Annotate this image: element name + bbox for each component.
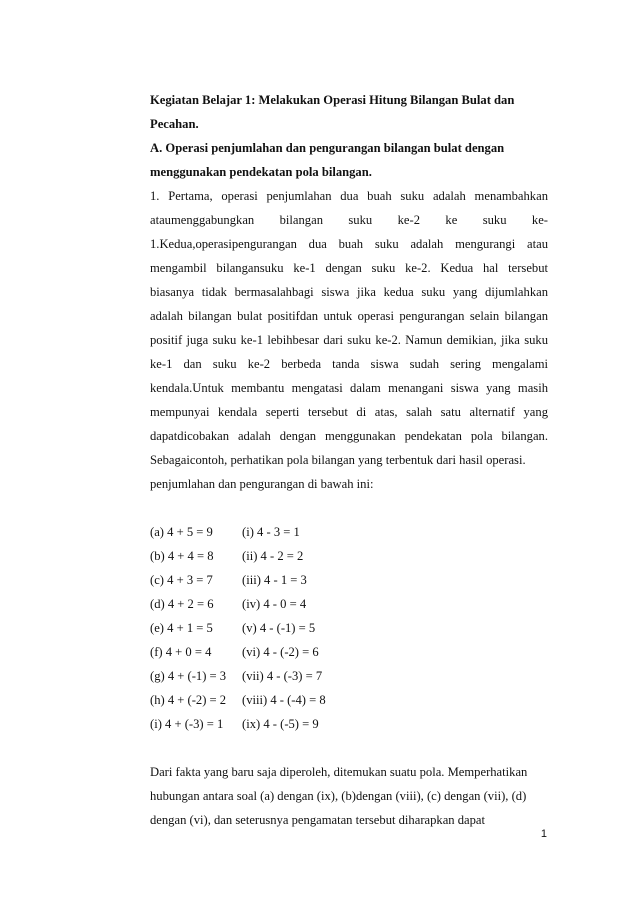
paragraph-line: 1.Kedua,operasipengurangan dua buah suku adalah mengurangi atau (150, 237, 548, 251)
equation-row (150, 592, 548, 616)
paragraph-line: ke-1 dan suku ke-2 berbeda tanda siswa sudah sering mengalami (150, 357, 548, 371)
title-line-1: Kegiatan Belajar 1: Melakukan Operasi Hitung Bilangan Bulat dan (150, 93, 515, 107)
paragraph-line: kendala.Untuk membantu mengatasi dalam menangani siswa yang masih (150, 381, 548, 395)
paragraph-line: mempunyai kendala seperti tersebut di atas, salah satu alternatif yang (150, 405, 548, 419)
paragraph-line: Sebagaicontoh, perhatikan pola bilangan yang terbentuk dari hasil operasi. (150, 453, 526, 467)
equation-row (150, 616, 548, 640)
document-body (150, 88, 548, 832)
paragraph-1 (150, 184, 548, 496)
subtraction-equation: (ix) 4 - (-5) = 9 (242, 717, 319, 731)
subtraction-equation: (vii) 4 - (-3) = 7 (242, 669, 323, 683)
subtraction-equation: (ii) 4 - 2 = 2 (242, 549, 304, 563)
paragraph-line: mengambil bilangansuku ke-1 dengan suku ke-2. Kedua hal tersebut (150, 261, 548, 275)
addition-equation: (d) 4 + 2 = 6 (150, 597, 214, 611)
equation-row (150, 520, 548, 544)
addition-equation: (b) 4 + 4 = 8 (150, 549, 214, 563)
paragraph-2 (150, 760, 548, 832)
equation-row (150, 640, 548, 664)
subtraction-equation: (iii) 4 - 1 = 3 (242, 573, 307, 587)
paragraph-line: penjumlahan dan pengurangan di bawah ini: (150, 477, 374, 491)
addition-equation: (a) 4 + 5 = 9 (150, 525, 213, 539)
addition-equation: (e) 4 + 1 = 5 (150, 621, 213, 635)
paragraph-line: positif juga suku ke-1 lebihbesar dari suku ke-2. Namun demikian, jika suku (150, 333, 548, 347)
addition-equation: (h) 4 + (-2) = 2 (150, 693, 227, 707)
equation-row (150, 712, 548, 736)
addition-equation: (i) 4 + (-3) = 1 (150, 717, 224, 731)
paragraph-line: ataumenggabungkan bilangan suku ke-2 ke suku ke- (150, 213, 548, 227)
page-number: 1 (540, 828, 547, 840)
equation-row (150, 688, 548, 712)
subtraction-equation: (v) 4 - (-1) = 5 (242, 621, 316, 635)
equation-row (150, 544, 548, 568)
paragraph-line: dengan (vi), dan seterusnya pengamatan tersebut diharapkan dapat (150, 813, 486, 827)
equation-list (150, 520, 548, 736)
title-line-2: Pecahan. (150, 117, 199, 131)
subtraction-equation: (vi) 4 - (-2) = 6 (242, 645, 319, 659)
spacer (150, 736, 548, 760)
paragraph-line: adalah bilangan bulat positifdan untuk operasi pengurangan selain bilangan (150, 309, 548, 323)
addition-equation: (c) 4 + 3 = 7 (150, 573, 213, 587)
subtraction-equation: (iv) 4 - 0 = 4 (242, 597, 307, 611)
addition-equation: (g) 4 + (-1) = 3 (150, 669, 227, 683)
paragraph-line: biasanya tidak bermasalahbagi siswa jika kedua suku yang dijumlahkan (150, 285, 548, 299)
paragraph-line: 1. Pertama, operasi penjumlahan dua buah suku adalah menambahkan (150, 189, 548, 203)
subtraction-equation: (i) 4 - 3 = 1 (242, 525, 300, 539)
spacer (150, 496, 548, 520)
equation-row (150, 568, 548, 592)
section-heading-line-1: A. Operasi penjumlahan dan pengurangan bilangan bulat dengan (150, 141, 505, 155)
paragraph-line: dapatdicobakan adalah dengan menggunakan pendekatan pola bilangan. (150, 429, 548, 443)
paragraph-line: hubungan antara soal (a) dengan (ix), (b)dengan (viii), (c) dengan (vii), (d) (150, 789, 527, 803)
equation-row (150, 664, 548, 688)
addition-equation: (f) 4 + 0 = 4 (150, 645, 212, 659)
subtraction-equation: (viii) 4 - (-4) = 8 (242, 693, 326, 707)
section-heading-line-2: menggunakan pendekatan pola bilangan. (150, 165, 372, 179)
paragraph-line: Dari fakta yang baru saja diperoleh, ditemukan suatu pola. Memperhatikan (150, 765, 528, 779)
